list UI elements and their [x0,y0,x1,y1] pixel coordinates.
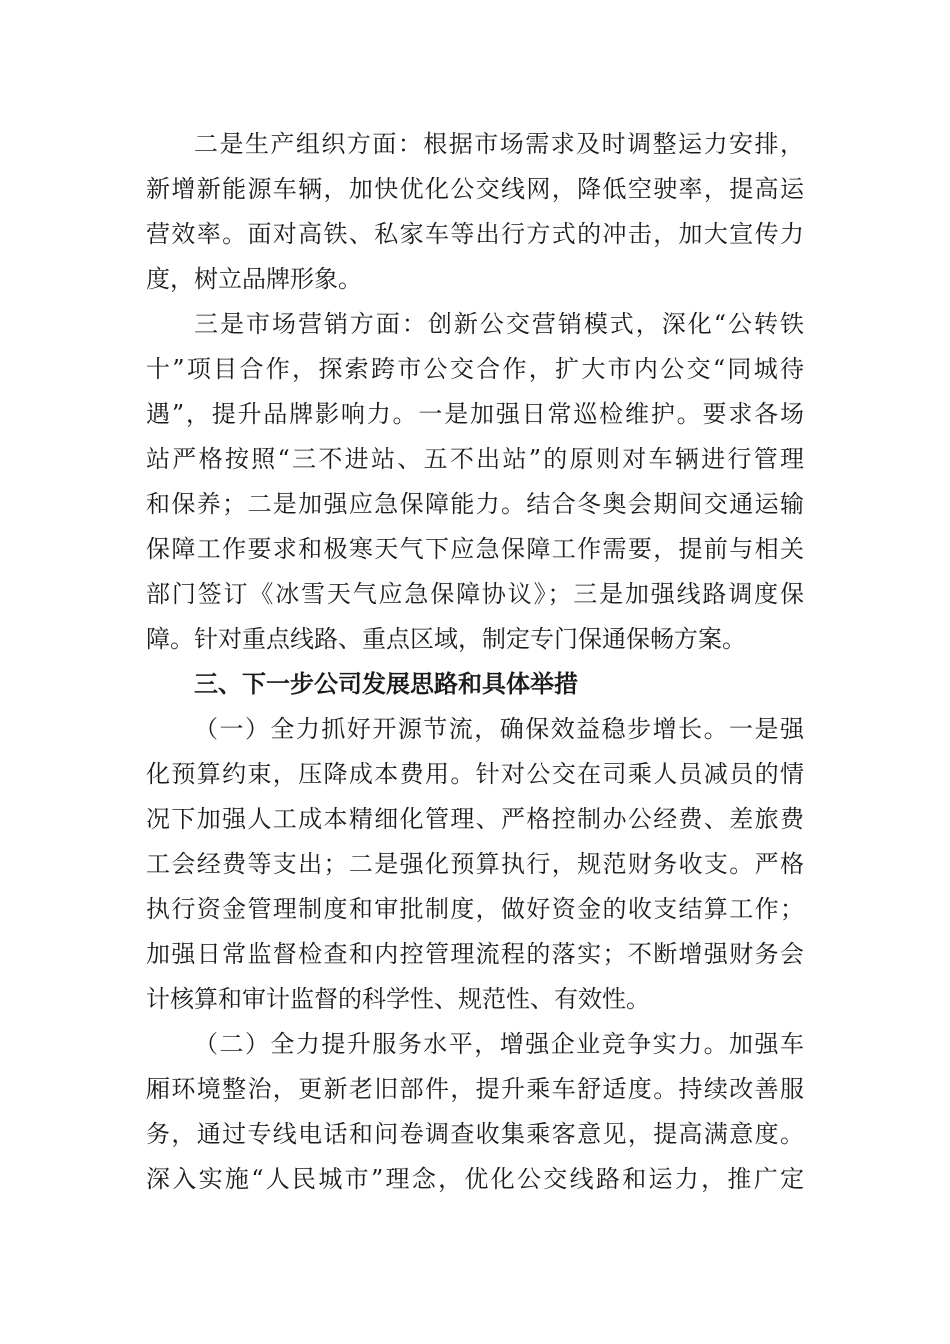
body-line: 站严格按照“三不进站、五不出站”的原则对车辆进行管理 [146,445,804,473]
body-line: 保障工作要求和极寒天气下应急保障工作需要，提前与相关 [146,535,804,563]
body-line: （一）全力抓好开源节流，确保效益稳步增长。一是强 [194,715,804,743]
body-line: （二）全力提升服务水平，增强企业竞争实力。加强车 [194,1030,804,1058]
body-line: 况下加强人工成本精细化管理、严格控制办公经费、差旅费 [146,805,804,833]
body-line: 十”项目合作，探索跨市公交合作，扩大市内公交“同城待 [146,355,804,383]
body-line: 和保养；二是加强应急保障能力。结合冬奥会期间交通运输 [146,490,804,518]
body-line: 度，树立品牌形象。 [146,265,362,293]
body-line: 深入实施“人民城市”理念，优化公交线路和运力，推广定 [146,1165,804,1193]
body-line: 执行资金管理制度和审批制度，做好资金的收支结算工作； [146,895,804,923]
body-line: 工会经费等支出；二是强化预算执行，规范财务收支。严格 [146,850,804,878]
body-line: 营效率。面对高铁、私家车等出行方式的冲击，加大宣传力 [146,220,804,248]
body-line: 障。针对重点线路、重点区域，制定专门保通保畅方案。 [146,625,746,653]
body-line: 新增新能源车辆，加快优化公交线网，降低空驶率，提高运 [146,175,804,203]
section-heading: 三、下一步公司发展思路和具体举措 [194,669,578,698]
body-line: 计核算和审计监督的科学性、规范性、有效性。 [146,985,650,1013]
body-line: 务，通过专线电话和问卷调查收集乘客意见，提高满意度。 [146,1120,804,1148]
body-line: 三是市场营销方面：创新公交营销模式，深化“公转铁 [194,310,804,338]
body-line: 遇”，提升品牌影响力。一是加强日常巡检维护。要求各场 [146,400,804,428]
body-line: 厢环境整治，更新老旧部件，提升乘车舒适度。持续改善服 [146,1075,804,1103]
body-line: 部门签订《冰雪天气应急保障协议》；三是加强线路调度保 [146,580,804,608]
body-line: 二是生产组织方面：根据市场需求及时调整运力安排， [194,130,804,158]
body-line: 加强日常监督检查和内控管理流程的落实；不断增强财务会 [146,940,804,968]
body-line: 化预算约束，压降成本费用。针对公交在司乘人员减员的情 [146,760,804,788]
